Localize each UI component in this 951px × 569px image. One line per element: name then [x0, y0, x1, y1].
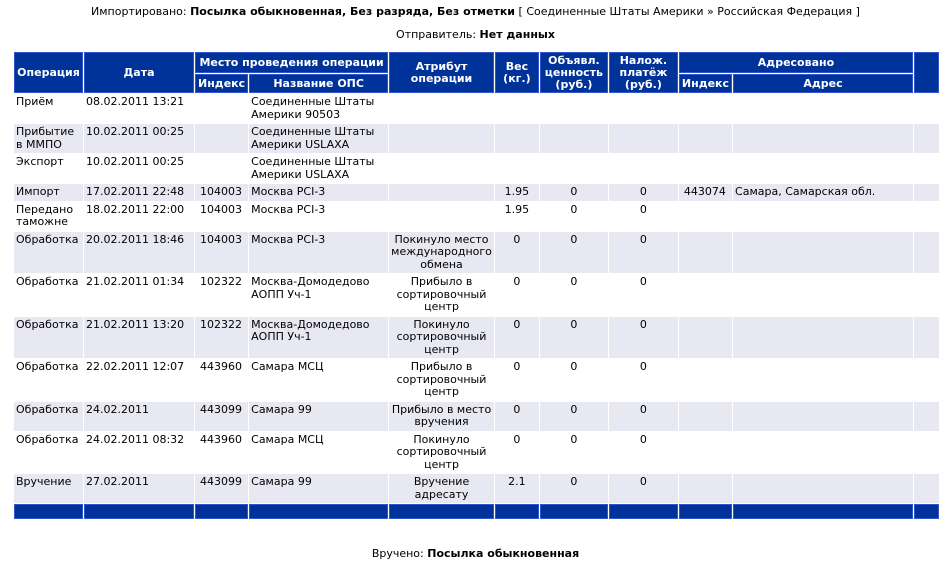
operation-cell: Вручение — [14, 474, 83, 503]
sender-info-line — [0, 28, 951, 42]
address-cell — [733, 474, 913, 503]
ops-name-cell: Соединенные Штаты Америки USLAXA — [249, 154, 388, 183]
operation-cell: Обработка — [14, 432, 83, 474]
spacer-cell — [914, 154, 939, 183]
addr-index-cell — [679, 402, 732, 431]
delivered-info-line — [0, 547, 951, 561]
date-cell: 10.02.2011 00:25 — [84, 154, 194, 183]
index-cell: 102322 — [195, 274, 248, 316]
attribute-cell — [389, 124, 494, 153]
index-cell: 443099 — [195, 474, 248, 503]
index-cell: 102322 — [195, 317, 248, 359]
address-cell — [733, 432, 913, 474]
spacer-cell — [914, 432, 939, 474]
operation-cell: Прибытие в ММПО — [14, 124, 83, 153]
ops-name-cell: Самара МСЦ — [249, 432, 388, 474]
spacer-cell — [914, 124, 939, 153]
addr-index-cell — [679, 317, 732, 359]
operation-cell: Обработка — [14, 402, 83, 431]
attribute-cell: Покинуло сортировочный центр — [389, 317, 494, 359]
route-text: Соединенные Штаты Америки » Российская Федерация — [526, 5, 853, 18]
weight-cell — [495, 94, 539, 123]
index-cell — [195, 154, 248, 183]
header-ops-name: Название ОПС — [249, 74, 388, 93]
operation-cell: Обработка — [14, 274, 83, 316]
operation-cell: Обработка — [14, 317, 83, 359]
table-row — [14, 317, 939, 359]
index-cell — [195, 94, 248, 123]
route-open: [ — [515, 5, 527, 18]
spacer-cell — [914, 274, 939, 316]
table-row — [14, 154, 939, 183]
spacer-cell — [914, 184, 939, 201]
cod-cell: 0 — [609, 359, 678, 401]
operation-cell: Обработка — [14, 359, 83, 401]
address-cell — [733, 402, 913, 431]
addr-index-cell — [679, 232, 732, 274]
cod-cell: 0 — [609, 432, 678, 474]
date-cell: 22.02.2011 12:07 — [84, 359, 194, 401]
addr-index-cell — [679, 474, 732, 503]
cod-cell: 0 — [609, 184, 678, 201]
weight-cell: 2.1 — [495, 474, 539, 503]
header-cod: Налож. платёж (руб.) — [609, 52, 678, 93]
spacer-cell — [914, 402, 939, 431]
cod-cell: 0 — [609, 232, 678, 274]
date-cell: 08.02.2011 13:21 — [84, 94, 194, 123]
index-cell: 104003 — [195, 232, 248, 274]
weight-cell: 0 — [495, 432, 539, 474]
ops-name-cell: Москва-Домодедово АОПП Уч-1 — [249, 274, 388, 316]
addr-index-cell — [679, 274, 732, 316]
table-row — [14, 232, 939, 274]
header-date: Дата — [84, 52, 194, 93]
attribute-cell: Прибыло в сортировочный центр — [389, 359, 494, 401]
addr-index-cell — [679, 124, 732, 153]
address-cell — [733, 154, 913, 183]
addr-index-cell: 443074 — [679, 184, 732, 201]
weight-cell: 0 — [495, 232, 539, 274]
ops-name-cell: Москва PCI-3 — [249, 202, 388, 231]
operation-cell: Приём — [14, 94, 83, 123]
index-cell — [195, 124, 248, 153]
address-cell — [733, 274, 913, 316]
declared-value-cell: 0 — [540, 202, 608, 231]
attribute-cell: Покинуло место международного обмена — [389, 232, 494, 274]
attribute-cell: Прибыло в сортировочный центр — [389, 274, 494, 316]
weight-cell: 0 — [495, 402, 539, 431]
table-row — [14, 124, 939, 153]
spacer-cell — [914, 202, 939, 231]
cod-cell — [609, 124, 678, 153]
declared-value-cell — [540, 154, 608, 183]
cod-cell: 0 — [609, 274, 678, 316]
ops-name-cell: Соединенные Штаты Америки USLAXA — [249, 124, 388, 153]
index-cell: 443099 — [195, 402, 248, 431]
table-row — [14, 94, 939, 123]
ops-name-cell: Москва PCI-3 — [249, 184, 388, 201]
index-cell: 104003 — [195, 202, 248, 231]
date-cell: 20.02.2011 18:46 — [84, 232, 194, 274]
cod-cell: 0 — [609, 474, 678, 503]
attribute-cell: Покинуло сортировочный центр — [389, 432, 494, 474]
cod-cell — [609, 94, 678, 123]
imported-value: Посылка обыкновенная, Без разряда, Без отметки — [190, 5, 516, 18]
table-row — [14, 202, 939, 231]
cod-cell: 0 — [609, 317, 678, 359]
address-cell — [733, 124, 913, 153]
tracking-table — [13, 51, 940, 520]
weight-cell: 0 — [495, 317, 539, 359]
date-cell: 21.02.2011 13:20 — [84, 317, 194, 359]
address-cell — [733, 359, 913, 401]
header-address: Адрес — [733, 74, 913, 93]
ops-name-cell: Самара 99 — [249, 474, 388, 503]
operation-cell: Импорт — [14, 184, 83, 201]
index-cell: 104003 — [195, 184, 248, 201]
declared-value-cell: 0 — [540, 232, 608, 274]
sender-label: Отправитель: — [396, 28, 480, 41]
declared-value-cell — [540, 94, 608, 123]
weight-cell — [495, 124, 539, 153]
ops-name-cell: Самара МСЦ — [249, 359, 388, 401]
header-place: Место проведения операции — [195, 52, 388, 73]
table-bottom-bar — [14, 504, 939, 519]
date-cell: 24.02.2011 — [84, 402, 194, 431]
header-operation: Операция — [14, 52, 83, 93]
spacer-cell — [914, 359, 939, 401]
delivered-value: Посылка обыкновенная — [427, 547, 580, 560]
date-cell: 18.02.2011 22:00 — [84, 202, 194, 231]
index-cell: 443960 — [195, 432, 248, 474]
header-attribute: Атрибут операции — [389, 52, 494, 93]
date-cell: 24.02.2011 08:32 — [84, 432, 194, 474]
weight-cell — [495, 154, 539, 183]
imported-label: Импортировано: — [91, 5, 191, 18]
declared-value-cell: 0 — [540, 402, 608, 431]
attribute-cell — [389, 154, 494, 183]
addr-index-cell — [679, 94, 732, 123]
table-row — [14, 274, 939, 316]
address-cell — [733, 232, 913, 274]
header-index: Индекс — [195, 74, 248, 93]
declared-value-cell: 0 — [540, 317, 608, 359]
cod-cell: 0 — [609, 402, 678, 431]
declared-value-cell: 0 — [540, 274, 608, 316]
cod-cell — [609, 154, 678, 183]
cod-cell: 0 — [609, 202, 678, 231]
date-cell: 17.02.2011 22:48 — [84, 184, 194, 201]
addr-index-cell — [679, 154, 732, 183]
header-declared-value: Объявл. ценность (руб.) — [540, 52, 608, 93]
ops-name-cell: Соединенные Штаты Америки 90503 — [249, 94, 388, 123]
header-weight: Вес (кг.) — [495, 52, 539, 93]
operation-cell: Обработка — [14, 232, 83, 274]
date-cell: 21.02.2011 01:34 — [84, 274, 194, 316]
declared-value-cell: 0 — [540, 474, 608, 503]
operation-cell: Экспорт — [14, 154, 83, 183]
addr-index-cell — [679, 359, 732, 401]
table-row — [14, 402, 939, 431]
ops-name-cell: Москва-Домодедово АОПП Уч-1 — [249, 317, 388, 359]
delivered-label: Вручено: — [371, 547, 428, 560]
header-addressed: Адресовано — [679, 52, 913, 73]
declared-value-cell: 0 — [540, 359, 608, 401]
operation-cell: Передано таможне — [14, 202, 83, 231]
address-cell: Самара, Самарская обл. — [733, 184, 913, 201]
table-row — [14, 184, 939, 201]
ops-name-cell: Самара 99 — [249, 402, 388, 431]
sender-value: Нет данных — [479, 28, 555, 41]
index-cell: 443960 — [195, 359, 248, 401]
weight-cell: 0 — [495, 274, 539, 316]
header-addr-index: Индекс — [679, 74, 732, 93]
spacer-cell — [914, 317, 939, 359]
declared-value-cell — [540, 124, 608, 153]
address-cell — [733, 94, 913, 123]
route-close: ] — [852, 5, 860, 18]
address-cell — [733, 317, 913, 359]
addr-index-cell — [679, 202, 732, 231]
table-row — [14, 359, 939, 401]
date-cell: 10.02.2011 00:25 — [84, 124, 194, 153]
attribute-cell: Вручение адресату — [389, 474, 494, 503]
addr-index-cell — [679, 432, 732, 474]
spacer-cell — [914, 474, 939, 503]
declared-value-cell: 0 — [540, 432, 608, 474]
weight-cell: 1.95 — [495, 202, 539, 231]
attribute-cell — [389, 202, 494, 231]
declared-value-cell: 0 — [540, 184, 608, 201]
header-spacer — [914, 52, 939, 93]
weight-cell: 1.95 — [495, 184, 539, 201]
attribute-cell — [389, 184, 494, 201]
attribute-cell: Прибыло в место вручения — [389, 402, 494, 431]
import-info-line — [0, 5, 951, 19]
date-cell: 27.02.2011 — [84, 474, 194, 503]
spacer-cell — [914, 232, 939, 274]
address-cell — [733, 202, 913, 231]
spacer-cell — [914, 94, 939, 123]
table-row — [14, 474, 939, 503]
ops-name-cell: Москва PCI-3 — [249, 232, 388, 274]
attribute-cell — [389, 94, 494, 123]
table-row — [14, 432, 939, 474]
weight-cell: 0 — [495, 359, 539, 401]
